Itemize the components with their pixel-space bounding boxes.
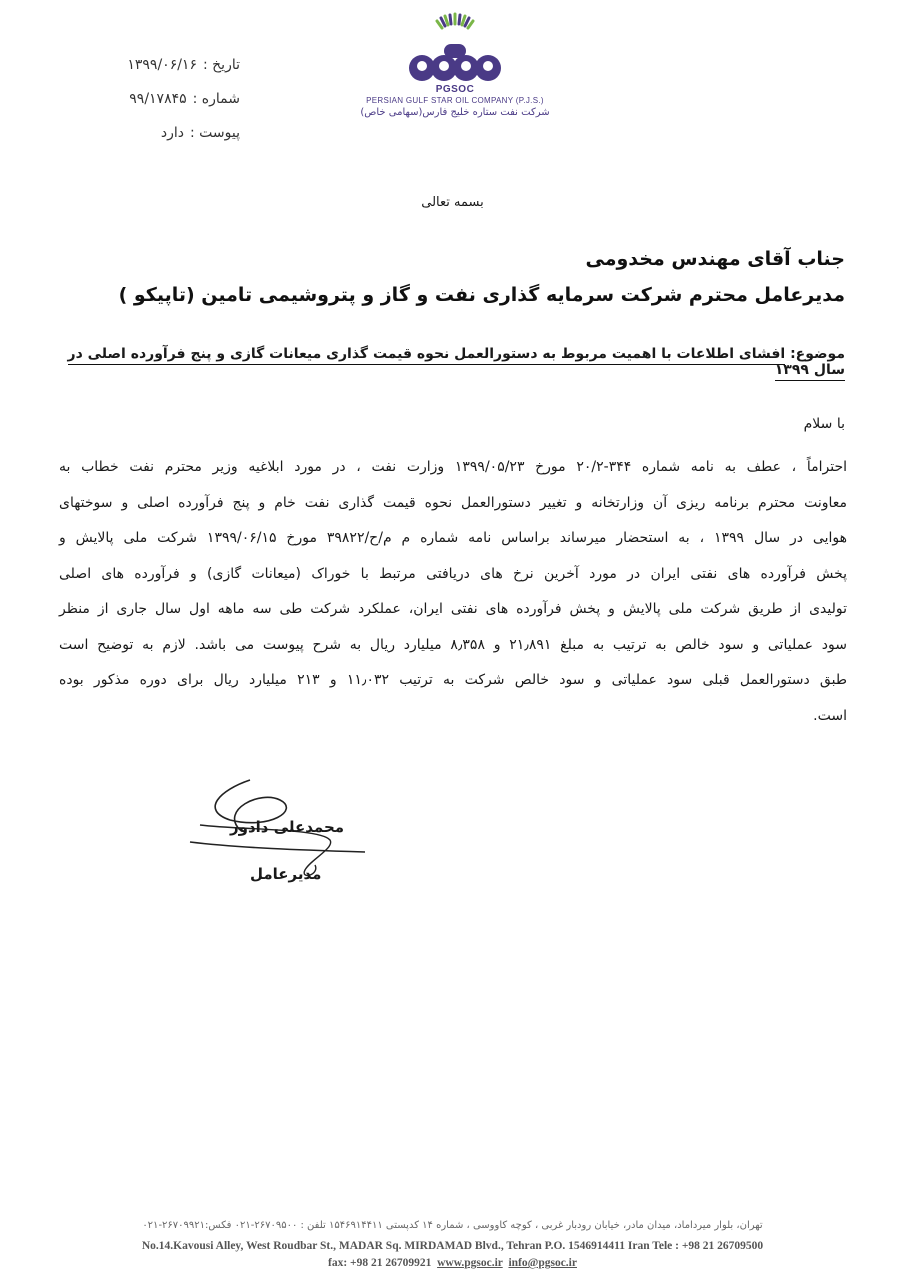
date-value: ۱۳۹۹/۰۶/۱۶: [127, 57, 197, 73]
basmala: بسمه تعالی: [421, 195, 484, 210]
logo-abbreviation: PGSOC: [435, 84, 475, 95]
attachment-label: پیوست :: [190, 125, 240, 141]
number-value: ۹۹/۱۷۸۴۵: [129, 91, 187, 107]
letter-body: [59, 450, 847, 734]
pgsoc-logo-icon: [400, 10, 510, 88]
body-line: پخش فرآورده های نفتی ایران در مورد آخرین نرخ های دریافتی مرتبط با خوراک (میعانات گازی) و فرآورده های اصلی: [59, 565, 847, 582]
body-line: است.: [813, 707, 847, 724]
recipient-line-2: مدیرعامل محترم شرکت سرمایه گذاری نفت و گاز و پتروشیمی تامین (تاپیکو ): [118, 284, 845, 306]
body-line: هوایی در سال ۱۳۹۹ ، به استحضار میرساند براساس نامه شماره م م/ح/۳۹۸۲۲ مورخ ۱۳۹۹/۰۶/۱۵ شرکت ملی پالایش و: [59, 530, 847, 546]
body-line: طبق دستورالعمل قبلی سود عملیاتی و سود خالص شرکت به ترتیب ۱۱٫۰۳۲ و ۲۱۳ میلیارد ریال برای دوره مذکور بوده: [59, 672, 847, 688]
logo-persian-name: شرکت نفت ستاره خلیج فارس(سهامی خاص): [360, 107, 550, 118]
signatory-name: محمدعلی دادور: [230, 818, 345, 836]
footer-email-link[interactable]: info@pgsoc.ir: [508, 1257, 577, 1269]
recipient-line-1: جناب آقای مهندس مخدومی: [585, 248, 845, 270]
subject-text: افشای اطلاعات با اهمیت مربوط به دستورالعمل نحوه قیمت گذاری میعانات گازی و پنج فرآورده اصلی در سال ۱۳۹۹: [68, 346, 845, 381]
body-line: معاونت محترم برنامه ریزی آن وزارتخانه و تغییر دستورالعمل نحوه قیمت گذاری نفت خام و پنج فرآورده اصلی و سوختهای: [59, 494, 847, 511]
body-line: سود عملیاتی و سود خالص به ترتیب به مبلغ ۲۱٫۸۹۱ و ۸٫۳۵۸ میلیارد ریال به شرح پیوست می باشد. لازم به توضیح است: [59, 636, 847, 653]
footer-fax: fax: +98 21 26709921: [328, 1257, 432, 1269]
letter-meta: [80, 48, 240, 150]
number-row: [80, 82, 240, 116]
logo-english-name: PERSIAN GULF STAR OIL COMPANY (P.J.S.): [366, 96, 544, 105]
body-line: تولیدی از طریق شرکت ملی پالایش و پخش فرآورده های نفتی ایران، عملکرد شرکت طی سه ماهه اول سال جاری از منظر: [59, 601, 847, 617]
footer-website-link[interactable]: www.pgsoc.ir: [437, 1257, 503, 1269]
footer-english-address: No.14.Kavousi Alley, West Roudbar St., MADAR Sq. MIRDAMAD Blvd., Tehran P.O. 1546914411 Iran Tele : +98 21 26709500: [141, 1240, 764, 1252]
attachment-row: [80, 116, 240, 150]
signature-block: [180, 770, 380, 900]
signatory-title: مدیرعامل: [250, 865, 322, 883]
date-label: تاریخ :: [202, 57, 240, 73]
greeting: با سلام: [803, 416, 845, 432]
footer-persian-address: تهران، بلوار میرداماد، میدان مادر، خیابان رودبار غربی ، کوچه کاووسی ، شماره ۱۴ کدپستی ۱۵۴۶۹۱۴۴۱۱ تلفن : ۲۶۷۰۹۵۰۰-۰۲۱ فکس:۲۶۷۰۹۹۲۱-۰۲۱: [142, 1220, 763, 1231]
subject-label: موضوع:: [790, 346, 845, 362]
number-label: شماره :: [192, 91, 240, 107]
subject: [65, 346, 845, 378]
footer-contact: [0, 1257, 905, 1269]
body-line: احتراماً ، عطف به نامه شماره ۳۴۴-۲۰/۲ مورخ ۱۳۹۹/۰۵/۲۳ وزارت نفت ، در مورد ابلاغیه وزیر محترم نفت خطاب به: [59, 459, 848, 475]
date-row: [80, 48, 240, 82]
company-logo: [330, 10, 580, 140]
attachment-value: دارد: [160, 125, 184, 141]
